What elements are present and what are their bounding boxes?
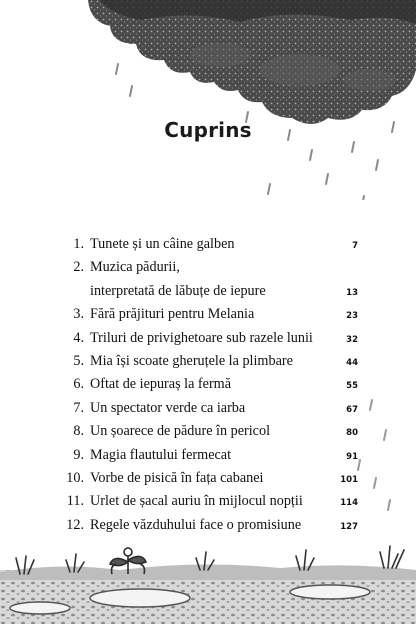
chapter-number: 9. (73, 446, 84, 463)
page-number: 23 (346, 311, 358, 322)
chapter-number: 10. (66, 469, 84, 486)
chapter-title: Vorbe de pisică în fața cabanei (90, 469, 264, 486)
chapter-title: Urlet de șacal auriu în mijlocul nopții (90, 493, 303, 510)
toc-entry[interactable] (58, 517, 358, 540)
toc-entry[interactable] (58, 353, 358, 376)
chapter-number: 6. (73, 376, 84, 393)
chapter-title: Muzica pădurii, (90, 259, 180, 276)
toc-entry[interactable] (58, 259, 358, 282)
chapter-title: Fără prăjituri pentru Melania (90, 306, 255, 323)
page-number: 101 (340, 474, 358, 485)
toc-entry-continuation[interactable] (58, 283, 358, 306)
page-number: 44 (346, 357, 358, 368)
chapter-number: 5. (73, 352, 84, 369)
chapter-number: 12. (66, 516, 84, 533)
chapter-title: Un spectator verde ca iarba (90, 399, 246, 416)
toc-entry[interactable] (58, 400, 358, 423)
puddle (10, 602, 70, 614)
chapter-number: 8. (73, 423, 84, 440)
page-number: 127 (340, 521, 358, 532)
chapter-title: Un șoarece de pădure în pericol (90, 423, 271, 440)
page-number: 13 (346, 287, 358, 298)
toc-entry[interactable] (58, 447, 358, 470)
page-number: 7 (352, 241, 358, 251)
chapter-number: 11. (66, 493, 84, 510)
page-number: 80 (346, 428, 358, 439)
chapter-title: Mia își scoate gheruțele la plimbare (90, 352, 293, 369)
page-number: 91 (346, 451, 358, 462)
toc-entry[interactable] (58, 423, 358, 446)
toc-entry[interactable] (58, 470, 358, 493)
chapter-title: interpretată de lăbuțe de iepure (90, 282, 266, 299)
page-number: 67 (346, 404, 358, 415)
chapter-title: Regele văzduhului face o promisiune (90, 516, 302, 533)
page-number: 55 (346, 381, 358, 392)
chapter-title: Triluri de privighetoare sub razele lunii (90, 329, 313, 346)
toc-entry[interactable] (58, 236, 358, 259)
puddle (290, 585, 370, 599)
chapter-number: 1. (73, 236, 84, 252)
chapter-title: Tunete și un câine galben (90, 236, 235, 252)
toc-entry[interactable] (58, 306, 358, 329)
page-number: 114 (340, 498, 358, 509)
toc-entry[interactable] (58, 330, 358, 353)
puddle (90, 589, 190, 607)
chapter-number: 2. (73, 259, 84, 276)
chapter-title: Magia flautului fermecat (90, 446, 232, 463)
toc-entry[interactable] (58, 493, 358, 516)
chapter-number: 7. (73, 399, 84, 416)
chapter-number: 4. (73, 329, 84, 346)
toc-entry[interactable] (58, 376, 358, 399)
page-number: 32 (346, 334, 358, 345)
chapter-title: Oftat de iepuraș la fermă (90, 376, 232, 393)
page-title: Cuprins (164, 118, 252, 142)
chapter-number: 3. (73, 306, 84, 323)
table-of-contents (58, 236, 358, 540)
ground-illustration (0, 540, 416, 624)
